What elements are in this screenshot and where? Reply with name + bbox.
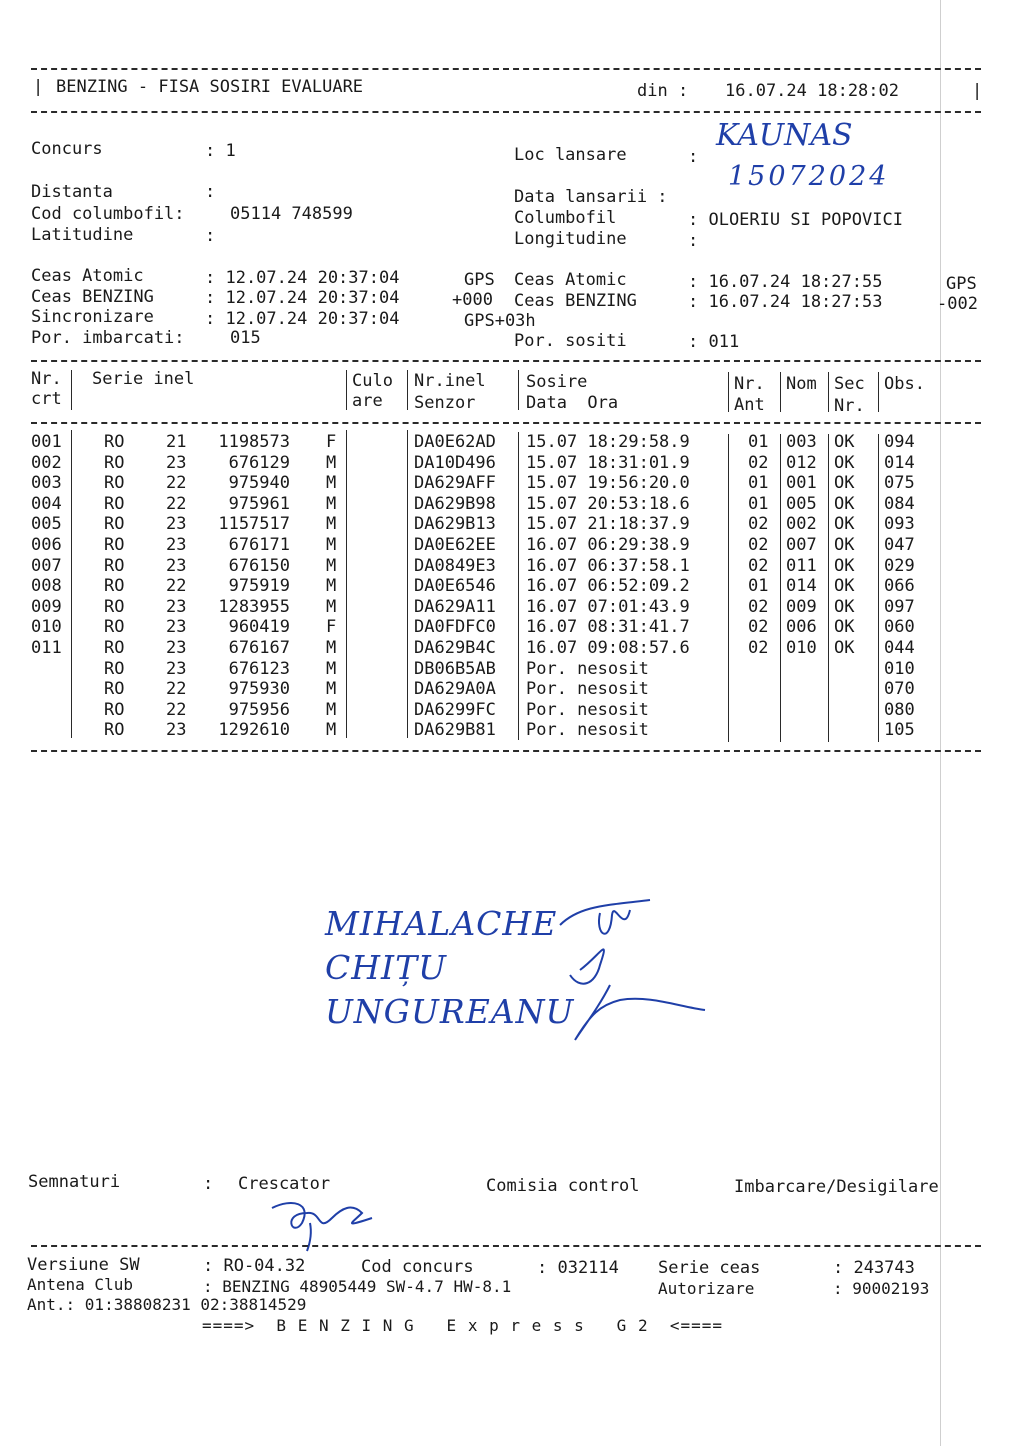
cell-sensor: DA629A11: [414, 596, 496, 617]
cell-ring: 1292610: [218, 720, 290, 741]
cell-year: 21: [166, 432, 187, 452]
cell-ring: 975930: [228, 679, 290, 700]
header-nr-ant: Nr.: [734, 374, 765, 394]
cell-year: 22: [166, 493, 187, 514]
header-nr-inel: Nr.inel: [414, 371, 486, 391]
table-row: [0, 659, 1024, 679]
clock-right-0-value: : 16.07.24 18:27:55: [688, 272, 883, 292]
cell-sensor: DA0849E3: [414, 555, 496, 576]
concurs-value: : 1: [205, 141, 236, 161]
cell-sec: OK: [834, 535, 855, 555]
cell-arrival: 15.07 21:18:37.9: [526, 514, 690, 535]
clock-left-0-suffix: GPS: [464, 270, 495, 290]
por-sositi-value: : 011: [688, 332, 740, 352]
cell-country: RO: [104, 432, 125, 452]
clock-left-2-label: Sincronizare: [31, 307, 154, 327]
cell-obs: 029: [884, 555, 915, 576]
handwritten-name-1: MIHALACHE: [325, 904, 558, 943]
table-row: [0, 700, 1024, 720]
cell-country: RO: [104, 699, 125, 720]
cell-antenna: 01: [748, 473, 769, 494]
header-serie: Serie inel: [92, 369, 195, 389]
cod-concurs-value: : 032114: [537, 1258, 619, 1278]
cell-sex: M: [326, 596, 337, 617]
cell-ring: 1198573: [218, 432, 290, 452]
cell-ring: 1283955: [218, 596, 290, 617]
cell-sec: OK: [834, 576, 855, 597]
cell-nr: 007: [31, 555, 62, 576]
clock-right-1-label: Ceas BENZING: [514, 291, 637, 311]
cell-sensor: DB06B5AB: [414, 658, 496, 679]
cell-country: RO: [104, 658, 125, 679]
cell-nr: 011: [31, 638, 62, 658]
cell-obs: 010: [884, 658, 915, 679]
cell-country: RO: [104, 720, 125, 741]
autorizare-value: : 90002193: [833, 1279, 930, 1298]
cell-sensor: DA0E62EE: [414, 535, 496, 555]
cell-ring: 975940: [228, 473, 290, 494]
latitudine-colon: :: [205, 226, 216, 246]
table-row: [0, 576, 1024, 596]
cell-sensor: DA6299FC: [414, 699, 496, 720]
divider-table-header: [31, 422, 981, 424]
distanta-label: Distanta: [31, 182, 113, 202]
cell-nom: 003: [786, 432, 817, 452]
columbofil-label: Columbofil: [514, 208, 617, 228]
clock-right-1-suffix: -002: [937, 294, 978, 314]
cell-nr: 008: [31, 576, 62, 597]
cell-sec: OK: [834, 493, 855, 514]
cell-arrival: 16.07 09:08:57.6: [526, 638, 690, 658]
cell-obs: 084: [884, 493, 915, 514]
header-sep-1: [71, 370, 72, 410]
cell-antenna: 01: [748, 493, 769, 514]
cell-year: 23: [166, 638, 187, 658]
cell-sec: OK: [834, 452, 855, 473]
header-senzor: Senzor: [414, 393, 476, 413]
cell-arrival: 16.07 08:31:41.7: [526, 617, 690, 638]
cell-country: RO: [104, 535, 125, 555]
versiune-label: Versiune SW: [27, 1255, 140, 1275]
table-row: [0, 617, 1024, 637]
cell-arrival: 15.07 18:31:01.9: [526, 452, 690, 473]
table-row: [0, 494, 1024, 514]
longitudine-label: Longitudine: [514, 229, 627, 249]
autorizare-label: Autorizare: [658, 1279, 755, 1298]
header-sep-3: [407, 370, 408, 410]
divider-top: [31, 68, 981, 70]
table-row: [0, 638, 1024, 658]
cell-sex: M: [326, 514, 337, 535]
handwritten-name-3: UNGUREANU: [325, 992, 575, 1031]
cell-arrival: Por. nesosit: [526, 720, 649, 741]
cell-obs: 047: [884, 535, 915, 555]
header-culo: Culo: [352, 371, 393, 391]
por-sositi-label: Por. sositi: [514, 331, 627, 351]
columbofil-value: : OLOERIU SI POPOVICI: [688, 210, 903, 230]
cell-arrival: 16.07 06:37:58.1: [526, 555, 690, 576]
cell-country: RO: [104, 555, 125, 576]
longitudine-colon: :: [688, 231, 699, 251]
cell-obs: 093: [884, 514, 915, 535]
cell-sex: M: [326, 535, 337, 555]
print-datetime: 16.07.24 18:28:02: [725, 81, 899, 101]
cell-sex: M: [326, 473, 337, 494]
clock-left-1-value: : 12.07.24 20:37:04: [205, 288, 400, 308]
cell-sec: OK: [834, 473, 855, 494]
cell-sex: M: [326, 720, 337, 741]
cell-sec: OK: [834, 617, 855, 638]
loc-lansare-colon: :: [688, 147, 699, 167]
cell-nom: 012: [786, 452, 817, 473]
cell-antenna: 02: [748, 452, 769, 473]
cell-country: RO: [104, 617, 125, 638]
cell-obs: 066: [884, 576, 915, 597]
cod-columbofil-label: Cod columbofil:: [31, 204, 185, 224]
divider-footer: [31, 1245, 981, 1247]
latitudine-label: Latitudine: [31, 225, 134, 245]
header-sosire: Sosire: [526, 372, 588, 392]
cell-obs: 080: [884, 699, 915, 720]
cell-year: 22: [166, 473, 187, 494]
loc-lansare-handwritten: KAUNAS: [716, 118, 853, 153]
cell-ring: 676171: [228, 535, 290, 555]
cell-nom: 001: [786, 473, 817, 494]
clock-left-1-label: Ceas BENZING: [31, 287, 154, 307]
cell-sensor: DA0E62AD: [414, 432, 496, 452]
cell-nr: 009: [31, 596, 62, 617]
clock-left-1-suffix: +000: [452, 290, 493, 310]
cell-ring: 960419: [228, 617, 290, 638]
header-ant: Ant: [734, 395, 765, 415]
cell-sex: M: [326, 699, 337, 720]
cell-antenna: 02: [748, 638, 769, 658]
cell-arrival: 15.07 18:29:58.9: [526, 432, 690, 452]
comisia-label: Comisia control: [486, 1176, 640, 1196]
table-row: [0, 679, 1024, 699]
handwritten-name-2: CHIȚU: [325, 948, 447, 987]
header-nom: Nom: [786, 374, 817, 394]
cell-country: RO: [104, 638, 125, 658]
cell-ring: 676167: [228, 638, 290, 658]
serie-ceas-label: Serie ceas: [658, 1258, 761, 1278]
cell-obs: 060: [884, 617, 915, 638]
cod-columbofil-value: 05114 748599: [230, 204, 353, 224]
table-row: [0, 453, 1024, 473]
header-crt: crt: [31, 389, 62, 409]
cell-year: 23: [166, 535, 187, 555]
divider-header: [31, 111, 981, 113]
ant-line: Ant.: 01:38808231 02:38814529: [27, 1295, 307, 1314]
concurs-label: Concurs: [31, 139, 103, 159]
cell-nom: 010: [786, 638, 817, 658]
crescator-label: Crescator: [238, 1174, 331, 1194]
table-row: [0, 432, 1024, 452]
table-row: [0, 720, 1024, 740]
cell-ring: 676129: [228, 452, 290, 473]
header-are: are: [352, 391, 383, 411]
clock-left-2-suffix: GPS+03h: [464, 311, 536, 331]
cell-country: RO: [104, 514, 125, 535]
semnaturi-label: Semnaturi: [28, 1172, 121, 1192]
table-row: [0, 556, 1024, 576]
cell-obs: 070: [884, 679, 915, 700]
cell-year: 23: [166, 596, 187, 617]
cell-sensor: DA10D496: [414, 452, 496, 473]
cell-arrival: Por. nesosit: [526, 679, 649, 700]
cell-antenna: 01: [748, 576, 769, 597]
cell-arrival: 16.07 06:52:09.2: [526, 576, 690, 597]
cell-nr: 002: [31, 452, 62, 473]
cell-country: RO: [104, 493, 125, 514]
header-obs: Obs.: [884, 374, 925, 394]
cell-arrival: 15.07 20:53:18.6: [526, 493, 690, 514]
table-row: [0, 597, 1024, 617]
cell-obs: 014: [884, 452, 915, 473]
cell-year: 23: [166, 617, 187, 638]
cell-antenna: 02: [748, 617, 769, 638]
cell-nom: 011: [786, 555, 817, 576]
por-imbarcati-value: 015: [230, 328, 261, 348]
cell-antenna: 02: [748, 514, 769, 535]
handwritten-signatures: [540, 895, 710, 1055]
crescator-signature: [262, 1183, 382, 1253]
loc-lansare-label: Loc lansare: [514, 145, 627, 165]
cell-nr: 004: [31, 493, 62, 514]
cell-arrival: Por. nesosit: [526, 658, 649, 679]
cell-ring: 975919: [228, 576, 290, 597]
cell-sex: M: [326, 638, 337, 658]
cell-nr: 001: [31, 432, 62, 452]
cell-sex: M: [326, 555, 337, 576]
cell-sec: OK: [834, 596, 855, 617]
cell-sex: M: [326, 679, 337, 700]
cell-nom: 009: [786, 596, 817, 617]
distanta-colon: :: [205, 182, 216, 202]
table-row: [0, 473, 1024, 493]
cell-country: RO: [104, 596, 125, 617]
cell-nom: 005: [786, 493, 817, 514]
cell-nr: 010: [31, 617, 62, 638]
cell-arrival: 15.07 19:56:20.0: [526, 473, 690, 494]
cell-sensor: DA629AFF: [414, 473, 496, 494]
cell-nom: 002: [786, 514, 817, 535]
header-sep-7: [828, 372, 829, 412]
cell-year: 22: [166, 679, 187, 700]
cell-nr: 005: [31, 514, 62, 535]
clock-left-0-value: : 12.07.24 20:37:04: [205, 268, 400, 288]
cell-arrival: 16.07 06:29:38.9: [526, 535, 690, 555]
header-sec: Sec: [834, 374, 865, 394]
header-sep-4: [518, 370, 519, 410]
cell-sec: OK: [834, 432, 855, 452]
cell-obs: 094: [884, 432, 915, 452]
antena-value: : BENZING 48905449 SW-4.7 HW-8.1: [203, 1277, 512, 1296]
cell-ring: 1157517: [218, 514, 290, 535]
clock-left-2-value: : 12.07.24 20:37:04: [205, 309, 400, 329]
cell-year: 23: [166, 514, 187, 535]
divider-table-bottom: [31, 750, 981, 752]
cell-ring: 975961: [228, 493, 290, 514]
cod-concurs-label: Cod concurs: [361, 1257, 474, 1277]
cell-country: RO: [104, 679, 125, 700]
cell-sec: OK: [834, 514, 855, 535]
serie-ceas-value: : 243743: [833, 1258, 915, 1278]
cell-year: 23: [166, 658, 187, 679]
cell-antenna: 02: [748, 535, 769, 555]
cell-ring: 975956: [228, 699, 290, 720]
header-data-ora: Data Ora: [526, 393, 619, 413]
cell-sex: M: [326, 576, 337, 597]
cell-arrival: Por. nesosit: [526, 699, 649, 720]
cell-sex: F: [326, 432, 337, 452]
cell-antenna: 02: [748, 596, 769, 617]
cell-nom: 007: [786, 535, 817, 555]
cell-obs: 044: [884, 638, 915, 658]
clock-right-0-label: Ceas Atomic: [514, 270, 627, 290]
header-sec-nr: Nr.: [834, 396, 865, 416]
cell-sex: M: [326, 493, 337, 514]
header-sep-6: [780, 372, 781, 412]
cell-year: 22: [166, 699, 187, 720]
cell-country: RO: [104, 452, 125, 473]
versiune-value: : RO-04.32: [203, 1256, 306, 1276]
cell-antenna: 01: [748, 432, 769, 452]
por-imbarcati-label: Por. imbarcati:: [31, 328, 185, 348]
header-sep-8: [878, 372, 879, 412]
table-row: [0, 514, 1024, 534]
cell-year: 22: [166, 576, 187, 597]
cell-sensor: DA629A0A: [414, 679, 496, 700]
cell-sex: F: [326, 617, 337, 638]
cell-sensor: DA629B4C: [414, 638, 496, 658]
cell-sensor: DA629B81: [414, 720, 496, 741]
header-left-bar: |: [33, 77, 44, 97]
header-sep-2: [346, 370, 347, 410]
din-label: din :: [637, 81, 689, 101]
cell-sensor: DA629B98: [414, 493, 496, 514]
header-nr: Nr.: [31, 369, 62, 389]
cell-arrival: 16.07 07:01:43.9: [526, 596, 690, 617]
clock-right-0-suffix: GPS: [946, 274, 977, 294]
cell-obs: 105: [884, 720, 915, 741]
cell-obs: 097: [884, 596, 915, 617]
divider-table-top: [31, 360, 981, 362]
data-lansarii-handwritten: 15072024: [728, 161, 890, 192]
cell-sensor: DA0FDFC0: [414, 617, 496, 638]
cell-nom: 006: [786, 617, 817, 638]
data-lansarii-label: Data lansarii :: [514, 187, 668, 207]
clock-left-0-label: Ceas Atomic: [31, 266, 144, 286]
cell-year: 23: [166, 452, 187, 473]
semnaturi-colon: :: [203, 1174, 214, 1194]
cell-obs: 075: [884, 473, 915, 494]
cell-ring: 676123: [228, 658, 290, 679]
cell-ring: 676150: [228, 555, 290, 576]
antena-label: Antena Club: [27, 1275, 133, 1294]
cell-nom: 014: [786, 576, 817, 597]
cell-sec: OK: [834, 555, 855, 576]
cell-nr: 006: [31, 535, 62, 555]
cell-country: RO: [104, 473, 125, 494]
cell-nr: 003: [31, 473, 62, 494]
imbarcare-label: Imbarcare/Desigilare: [734, 1177, 939, 1197]
cell-sensor: DA0E6546: [414, 576, 496, 597]
clock-right-1-value: : 16.07.24 18:27:53: [688, 292, 883, 312]
cell-sex: M: [326, 658, 337, 679]
cell-country: RO: [104, 576, 125, 597]
cell-year: 23: [166, 720, 187, 741]
table-row: [0, 535, 1024, 555]
page-title: BENZING - FISA SOSIRI EVALUARE: [56, 77, 364, 97]
cell-antenna: 02: [748, 555, 769, 576]
brand-line: ====> B E N Z I N G E x p r e s s G 2 <====: [202, 1316, 724, 1335]
cell-sex: M: [326, 452, 337, 473]
cell-sec: OK: [834, 638, 855, 658]
cell-year: 23: [166, 555, 187, 576]
header-right-bar: |: [972, 81, 983, 101]
header-sep-5: [728, 372, 729, 412]
cell-sensor: DA629B13: [414, 514, 496, 535]
